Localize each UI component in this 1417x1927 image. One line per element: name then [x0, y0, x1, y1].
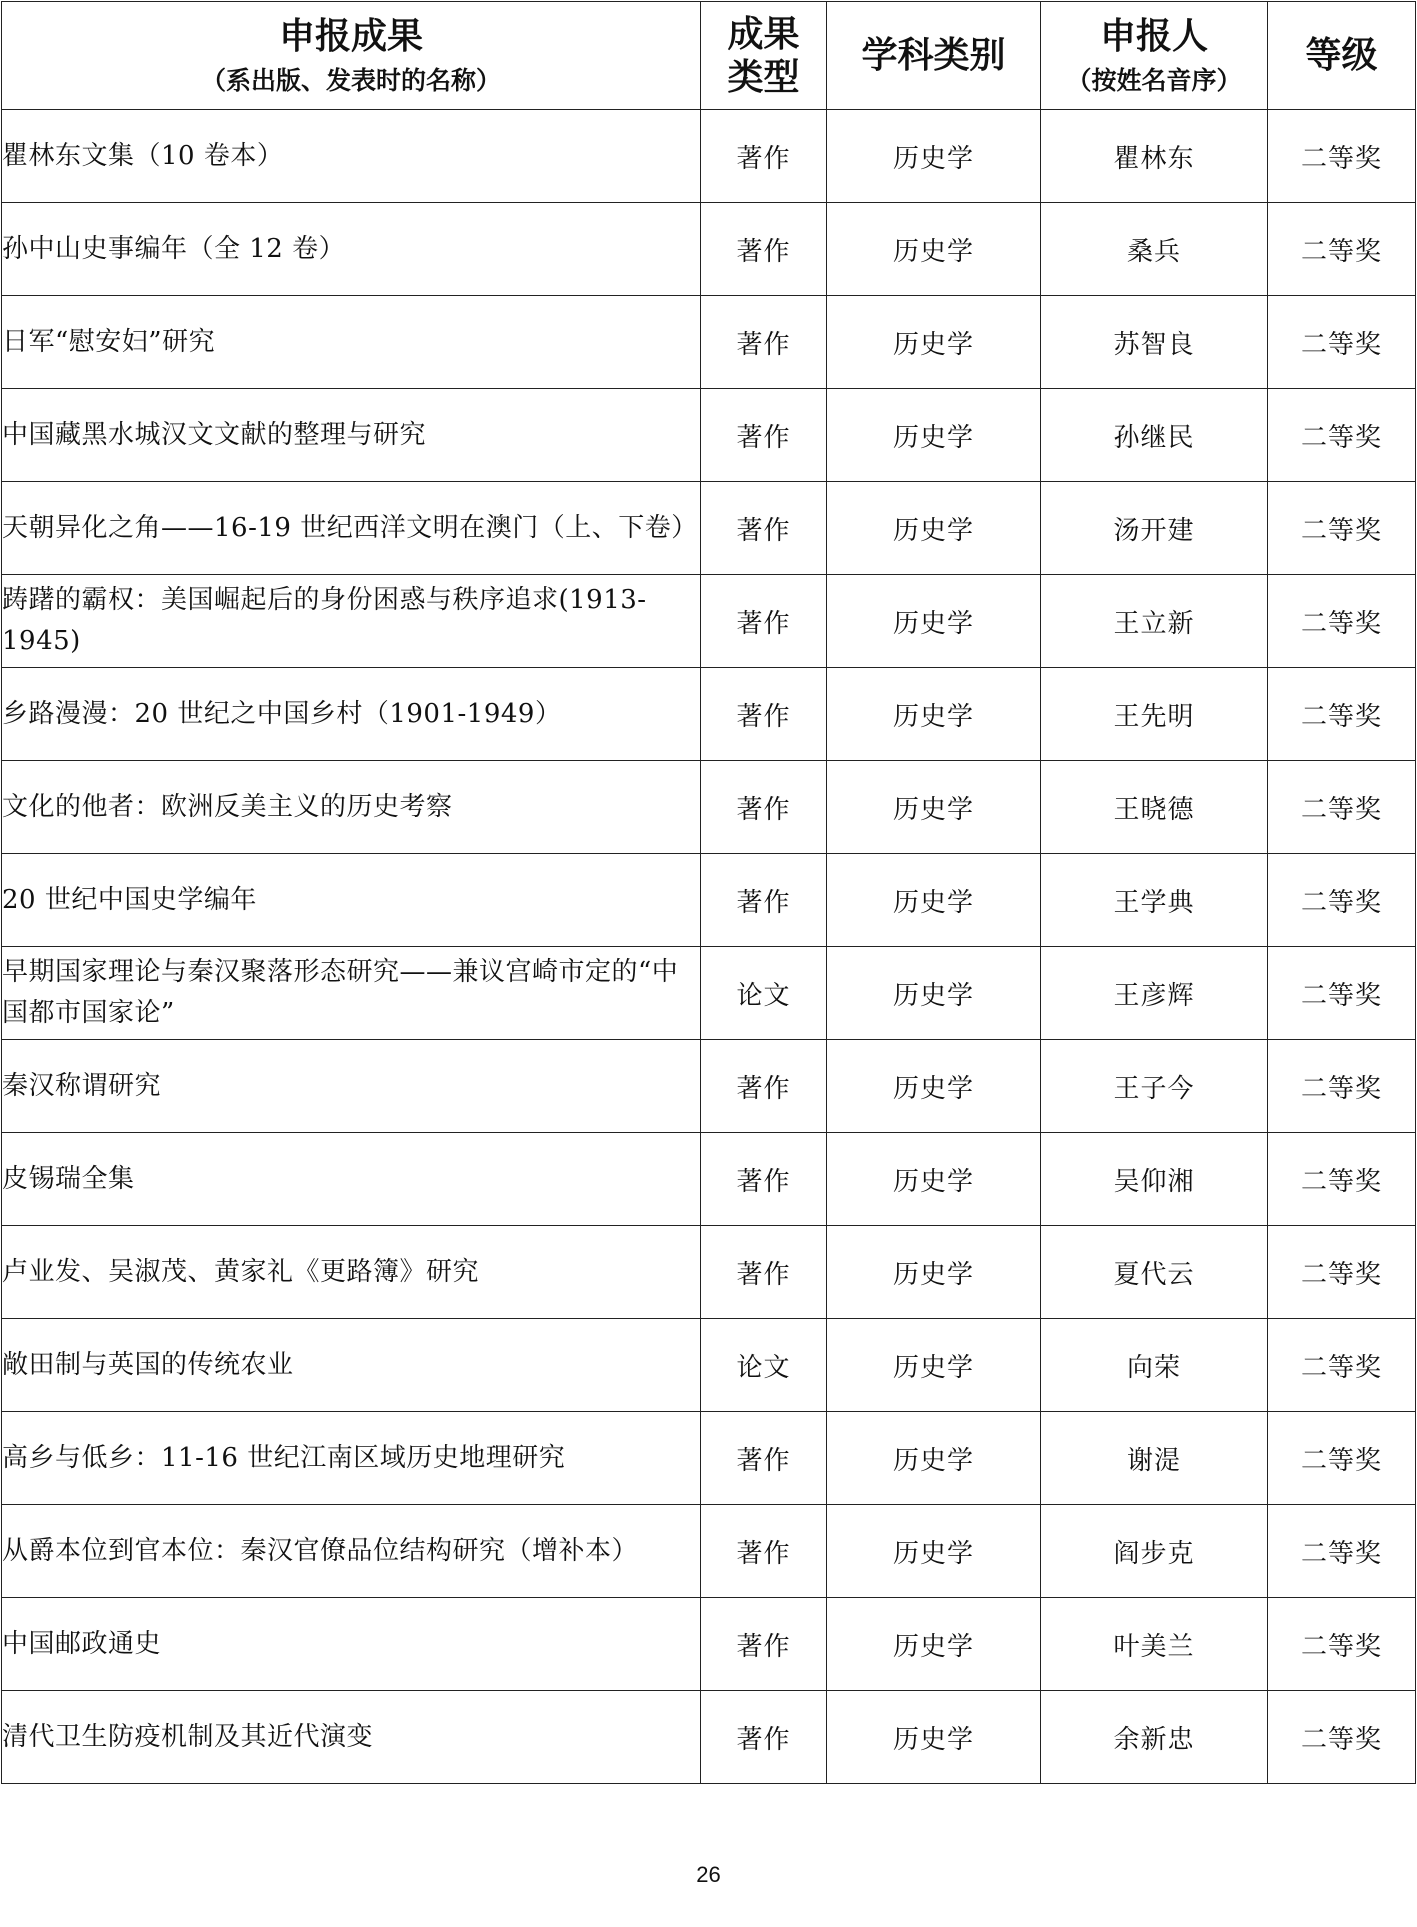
- cell-discipline: 历史学: [827, 110, 1041, 203]
- cell-grade: 二等奖: [1268, 854, 1416, 947]
- cell-applicant: 王学典: [1041, 854, 1268, 947]
- cell-applicant: 瞿林东: [1041, 110, 1268, 203]
- cell-type: 著作: [701, 668, 827, 761]
- table-header-row: [2, 2, 1416, 110]
- cell-discipline: 历史学: [827, 1505, 1041, 1598]
- cell-type: 著作: [701, 854, 827, 947]
- cell-applicant: 吴仰湘: [1041, 1133, 1268, 1226]
- cell-type: 著作: [701, 1598, 827, 1691]
- table-row: [2, 1319, 1416, 1412]
- cell-type: 论文: [701, 947, 827, 1040]
- cell-applicant: 王子今: [1041, 1040, 1268, 1133]
- cell-discipline: 历史学: [827, 1133, 1041, 1226]
- cell-title: 文化的他者：欧洲反美主义的历史考察: [2, 761, 701, 854]
- table-row: [2, 296, 1416, 389]
- header-type-line2: 类型: [727, 56, 800, 98]
- cell-title: 乡路漫漫：20 世纪之中国乡村（1901-1949）: [2, 668, 701, 761]
- cell-applicant: 谢湜: [1041, 1412, 1268, 1505]
- cell-title: 秦汉称谓研究: [2, 1040, 701, 1133]
- cell-applicant: 向荣: [1041, 1319, 1268, 1412]
- cell-title: 从爵本位到官本位：秦汉官僚品位结构研究（增补本）: [2, 1505, 701, 1598]
- table-body: [2, 110, 1416, 1784]
- cell-applicant: 桑兵: [1041, 203, 1268, 296]
- cell-discipline: 历史学: [827, 1598, 1041, 1691]
- cell-grade: 二等奖: [1268, 668, 1416, 761]
- cell-title: 孙中山史事编年（全 12 卷）: [2, 203, 701, 296]
- cell-applicant: 阎步克: [1041, 1505, 1268, 1598]
- table-row: [2, 1412, 1416, 1505]
- table-row: [2, 1691, 1416, 1784]
- cell-grade: 二等奖: [1268, 1412, 1416, 1505]
- cell-grade: 二等奖: [1268, 1505, 1416, 1598]
- header-applicant-column: [1041, 2, 1268, 110]
- header-title-column: [2, 2, 701, 110]
- awards-table: [1, 1, 1416, 1784]
- table-row: [2, 389, 1416, 482]
- cell-type: 著作: [701, 1505, 827, 1598]
- cell-type: 著作: [701, 203, 827, 296]
- header-discipline-column: [827, 2, 1041, 110]
- cell-grade: 二等奖: [1268, 389, 1416, 482]
- cell-title: 20 世纪中国史学编年: [2, 854, 701, 947]
- cell-title: 日军“慰安妇”研究: [2, 296, 701, 389]
- table-row: [2, 1598, 1416, 1691]
- cell-applicant: 王立新: [1041, 575, 1268, 668]
- cell-grade: 二等奖: [1268, 1691, 1416, 1784]
- cell-type: 著作: [701, 1412, 827, 1505]
- cell-grade: 二等奖: [1268, 1226, 1416, 1319]
- cell-type: 著作: [701, 761, 827, 854]
- header-discipline: 学科类别: [861, 34, 1006, 76]
- table-row: [2, 1505, 1416, 1598]
- cell-type: 著作: [701, 482, 827, 575]
- cell-type: 著作: [701, 1691, 827, 1784]
- cell-applicant: 余新忠: [1041, 1691, 1268, 1784]
- cell-discipline: 历史学: [827, 947, 1041, 1040]
- cell-discipline: 历史学: [827, 668, 1041, 761]
- cell-title: 早期国家理论与秦汉聚落形态研究——兼议宫崎市定的“中国都市国家论”: [2, 947, 701, 1040]
- cell-applicant: 王先明: [1041, 668, 1268, 761]
- cell-grade: 二等奖: [1268, 575, 1416, 668]
- cell-title: 清代卫生防疫机制及其近代演变: [2, 1691, 701, 1784]
- cell-discipline: 历史学: [827, 389, 1041, 482]
- table-row: [2, 947, 1416, 1040]
- cell-discipline: 历史学: [827, 1319, 1041, 1412]
- cell-discipline: 历史学: [827, 575, 1041, 668]
- cell-type: 著作: [701, 575, 827, 668]
- cell-applicant: 苏智良: [1041, 296, 1268, 389]
- table-row: [2, 203, 1416, 296]
- cell-discipline: 历史学: [827, 1040, 1041, 1133]
- cell-grade: 二等奖: [1268, 761, 1416, 854]
- cell-applicant: 叶美兰: [1041, 1598, 1268, 1691]
- cell-title: 中国藏黑水城汉文文献的整理与研究: [2, 389, 701, 482]
- cell-grade: 二等奖: [1268, 296, 1416, 389]
- cell-applicant: 汤开建: [1041, 482, 1268, 575]
- cell-discipline: 历史学: [827, 761, 1041, 854]
- cell-applicant: 王晓德: [1041, 761, 1268, 854]
- cell-grade: 二等奖: [1268, 1319, 1416, 1412]
- cell-title: 敞田制与英国的传统农业: [2, 1319, 701, 1412]
- cell-grade: 二等奖: [1268, 1133, 1416, 1226]
- cell-title: 踌躇的霸权：美国崛起后的身份困惑与秩序追求(1913-1945): [2, 575, 701, 668]
- cell-type: 著作: [701, 1040, 827, 1133]
- header-grade: 等级: [1305, 34, 1378, 76]
- cell-title: 天朝异化之角——16-19 世纪西洋文明在澳门（上、下卷）: [2, 482, 701, 575]
- cell-discipline: 历史学: [827, 1412, 1041, 1505]
- cell-type: 著作: [701, 389, 827, 482]
- cell-discipline: 历史学: [827, 296, 1041, 389]
- cell-title: 卢业发、吴淑茂、黄家礼《更路簿》研究: [2, 1226, 701, 1319]
- cell-discipline: 历史学: [827, 854, 1041, 947]
- table-row: [2, 1133, 1416, 1226]
- header-title-sub: （系出版、发表时的名称）: [200, 65, 501, 95]
- table-row: [2, 854, 1416, 947]
- cell-title: 皮锡瑞全集: [2, 1133, 701, 1226]
- table-row: [2, 575, 1416, 668]
- table-row: [2, 482, 1416, 575]
- cell-title: 瞿林东文集（10 卷本）: [2, 110, 701, 203]
- header-applicant-main: 申报人: [1099, 15, 1208, 57]
- cell-grade: 二等奖: [1268, 110, 1416, 203]
- cell-grade: 二等奖: [1268, 947, 1416, 1040]
- cell-type: 著作: [701, 296, 827, 389]
- table-row: [2, 761, 1416, 854]
- cell-discipline: 历史学: [827, 1691, 1041, 1784]
- cell-grade: 二等奖: [1268, 203, 1416, 296]
- table-row: [2, 1226, 1416, 1319]
- header-grade-column: [1268, 2, 1416, 110]
- table-row: [2, 1040, 1416, 1133]
- page-number: 26: [696, 1862, 721, 1887]
- cell-discipline: 历史学: [827, 482, 1041, 575]
- cell-applicant: 夏代云: [1041, 1226, 1268, 1319]
- cell-applicant: 王彦辉: [1041, 947, 1268, 1040]
- header-applicant-sub: （按姓名音序）: [1066, 65, 1242, 95]
- cell-discipline: 历史学: [827, 203, 1041, 296]
- cell-type: 著作: [701, 1133, 827, 1226]
- cell-type: 著作: [701, 1226, 827, 1319]
- cell-grade: 二等奖: [1268, 482, 1416, 575]
- table-row: [2, 668, 1416, 761]
- cell-title: 高乡与低乡：11-16 世纪江南区域历史地理研究: [2, 1412, 701, 1505]
- cell-discipline: 历史学: [827, 1226, 1041, 1319]
- cell-grade: 二等奖: [1268, 1598, 1416, 1691]
- header-type-column: [701, 2, 827, 110]
- header-type-line1: 成果: [727, 13, 800, 55]
- table-row: [2, 110, 1416, 203]
- cell-grade: 二等奖: [1268, 1040, 1416, 1133]
- cell-type: 论文: [701, 1319, 827, 1412]
- cell-type: 著作: [701, 110, 827, 203]
- cell-applicant: 孙继民: [1041, 389, 1268, 482]
- header-title-main: 申报成果: [278, 15, 423, 57]
- cell-title: 中国邮政通史: [2, 1598, 701, 1691]
